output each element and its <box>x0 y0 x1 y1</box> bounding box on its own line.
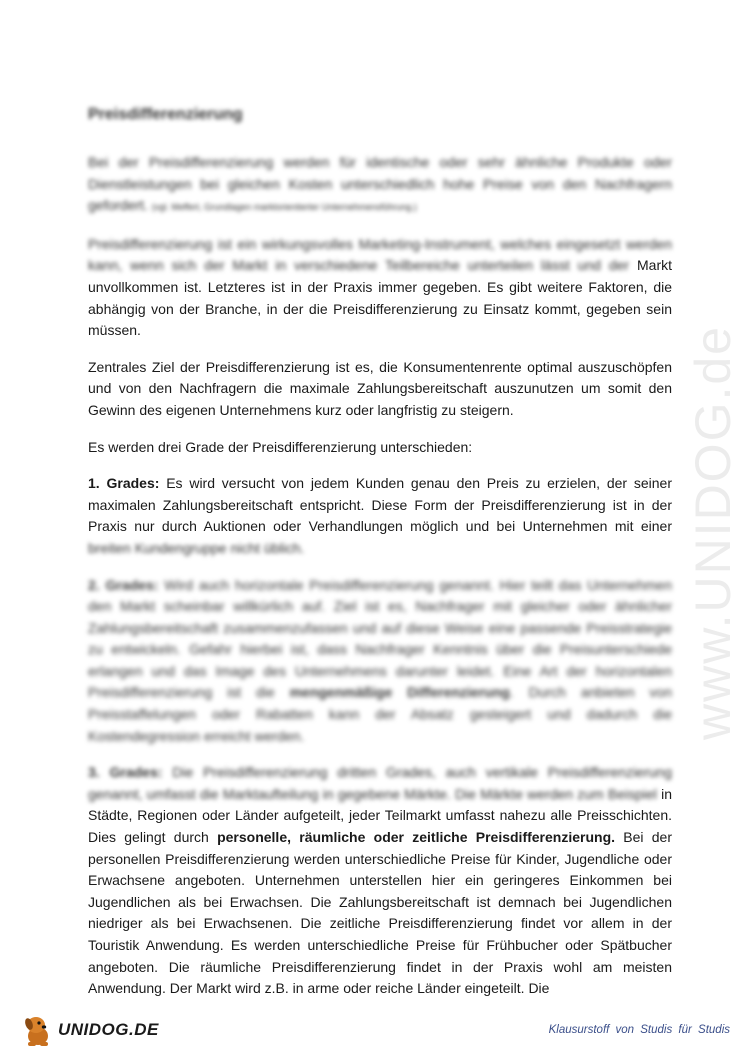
grade-3-blurred <box>88 764 672 802</box>
source-citation: (vgl. Meffert, Grundlagen marktorientierter Unternehmensführung.) <box>151 202 417 213</box>
page-footer <box>0 1010 750 1050</box>
grade-1-text: Es wird versucht von jedem Kunden genau den Preis zu erzielen, der seiner maximalen Zahlungsbereitschaft entspricht. Diese Form der Preisdifferenzierung ist in der Praxis nur durch Auktionen oder Verhandlungen möglich und bei Unternehmen mit einer <box>88 475 672 535</box>
paragraph-grade-1 <box>88 473 672 559</box>
paragraph-marketing-text: Markt unvollkommen ist. Letzteres ist in der Praxis immer gegeben. Es gibt weitere Faktoren, die abhängig von der Branche, in der die Preisdifferenzierung zu Einsatz kommt, gegeben sein müssen. <box>88 257 672 339</box>
grade-1-blurred: breiten Kundengruppe nicht üblich. <box>88 539 305 556</box>
paragraph-marketing-blurred: Preisdifferenzierung ist ein wirkungsvolles Marketing-Instrument, welches eingesetzt werden kann, wenn sich der Markt in verschiedene Teilbereiche unterteilen lässt und der <box>88 235 672 274</box>
grade-2-end: . Durch anbieten von Preisstaffelungen oder Rabatten kann der Absatz gesteigert und dadurch die Kostendegression erreicht werden. <box>88 684 672 744</box>
grade-3-text-b: Bei der personellen Preisdifferenzierung werden unterschiedliche Preise für Kinder, Jugendliche oder Erwachsene angeboten. Unternehmen unterstellen hier ein geringeres Einkommen bei Jugendlichen als bei Erwachsen. Die Zahlungsbereitschaft ist demnach bei Jugendlichen niedriger als bei Erwachsenen. Die zeitliche Preisdifferenzierung findet vor allem in der Touristik Anwendung. Es werden unterschiedliche Preise für Frühbucher oder Spätbucher angeboten. Die räumliche Preisdifferenzierung findet in der Praxis wohl am meisten Anwendung. Der Markt wird z.B. in arme oder reiche Länder eingeteilt. Die <box>88 829 673 997</box>
paragraph-goal: Zentrales Ziel der Preisdifferenzierung ist es, die Konsumentenrente optimal auszuschöpfen und von den Nachfragern die maximale Zahlungsbereitschaft auszunutzen um somit den Gewinn des eigenen Unternehmens kurz oder langfristig zu steigern. <box>88 358 672 418</box>
watermark: www.UNIDOG.de <box>685 325 741 740</box>
paragraph-grade-3 <box>88 762 672 1000</box>
grade-2-label: 2. Grades: <box>88 576 159 593</box>
paragraph-definition <box>88 152 672 219</box>
grade-3-label: 3. Grades: <box>88 764 163 781</box>
grade-2-bold: mengenmäßige Differenzierung <box>289 684 510 701</box>
grade-2-text: Wird auch horizontale Preisdifferenzierung genannt. Hier teilt das Unternehmen den Markt scheinbar willkürlich auf. Ziel ist es, Nachfrager mit gleicher oder ähnlicher Zahlungsbereitschaft zusammenzufassen und auf diese Weise eine passende Preisstrategie zu entwickeln. Gefahr hierbei ist, dass Nachfrager Kenntnis über die Preisunterschiede erlangen und das Image des Unternehmens darunter leidet. Eine Art der horizontalen Preisdifferenzierung ist die <box>88 576 672 701</box>
paragraph-definition-text: Bei der Preisdifferenzierung werden für identische oder sehr ähnliche Produkte oder Dienstleistungen bei gleichen Kosten unterschiedlich hohe Preise von den Nachfragern gefordert. <box>88 154 672 214</box>
grade-1-label: 1. Grades: <box>88 475 160 492</box>
paragraph-marketing-instrument <box>88 234 672 342</box>
grade-3-bold: personelle, räumliche oder zeitliche Preisdifferenzierung. <box>217 829 616 846</box>
logo-text: UNIDOG.DE <box>58 1020 159 1039</box>
paragraph-grade-2 <box>88 575 672 748</box>
paragraph-grades-intro: Es werden drei Grade der Preisdifferenzierung unterschieden: <box>88 438 473 455</box>
dog-mascot-icon <box>20 1012 56 1048</box>
grade-3-text-a: in Städte, Regionen oder Länder aufgeteilt, jeder Teilmarkt umfasst nahezu alle Preisschichten. Dies gelingt durch <box>88 785 673 846</box>
grade-3-blurred-text: Die Preisdifferenzierung dritten Grades, auch vertikale Preisdifferenzierung genannt, umfasst die Marktaufteilung in gegebene Märkte. Die Märkte werden zum Beispiel <box>88 764 672 802</box>
page-title: Preisdifferenzierung <box>88 106 243 123</box>
footer-tagline: Klausurstoff von Studis für Studis <box>548 1024 730 1036</box>
unidog-logo[interactable] <box>20 1012 159 1048</box>
document-body <box>88 104 672 1015</box>
